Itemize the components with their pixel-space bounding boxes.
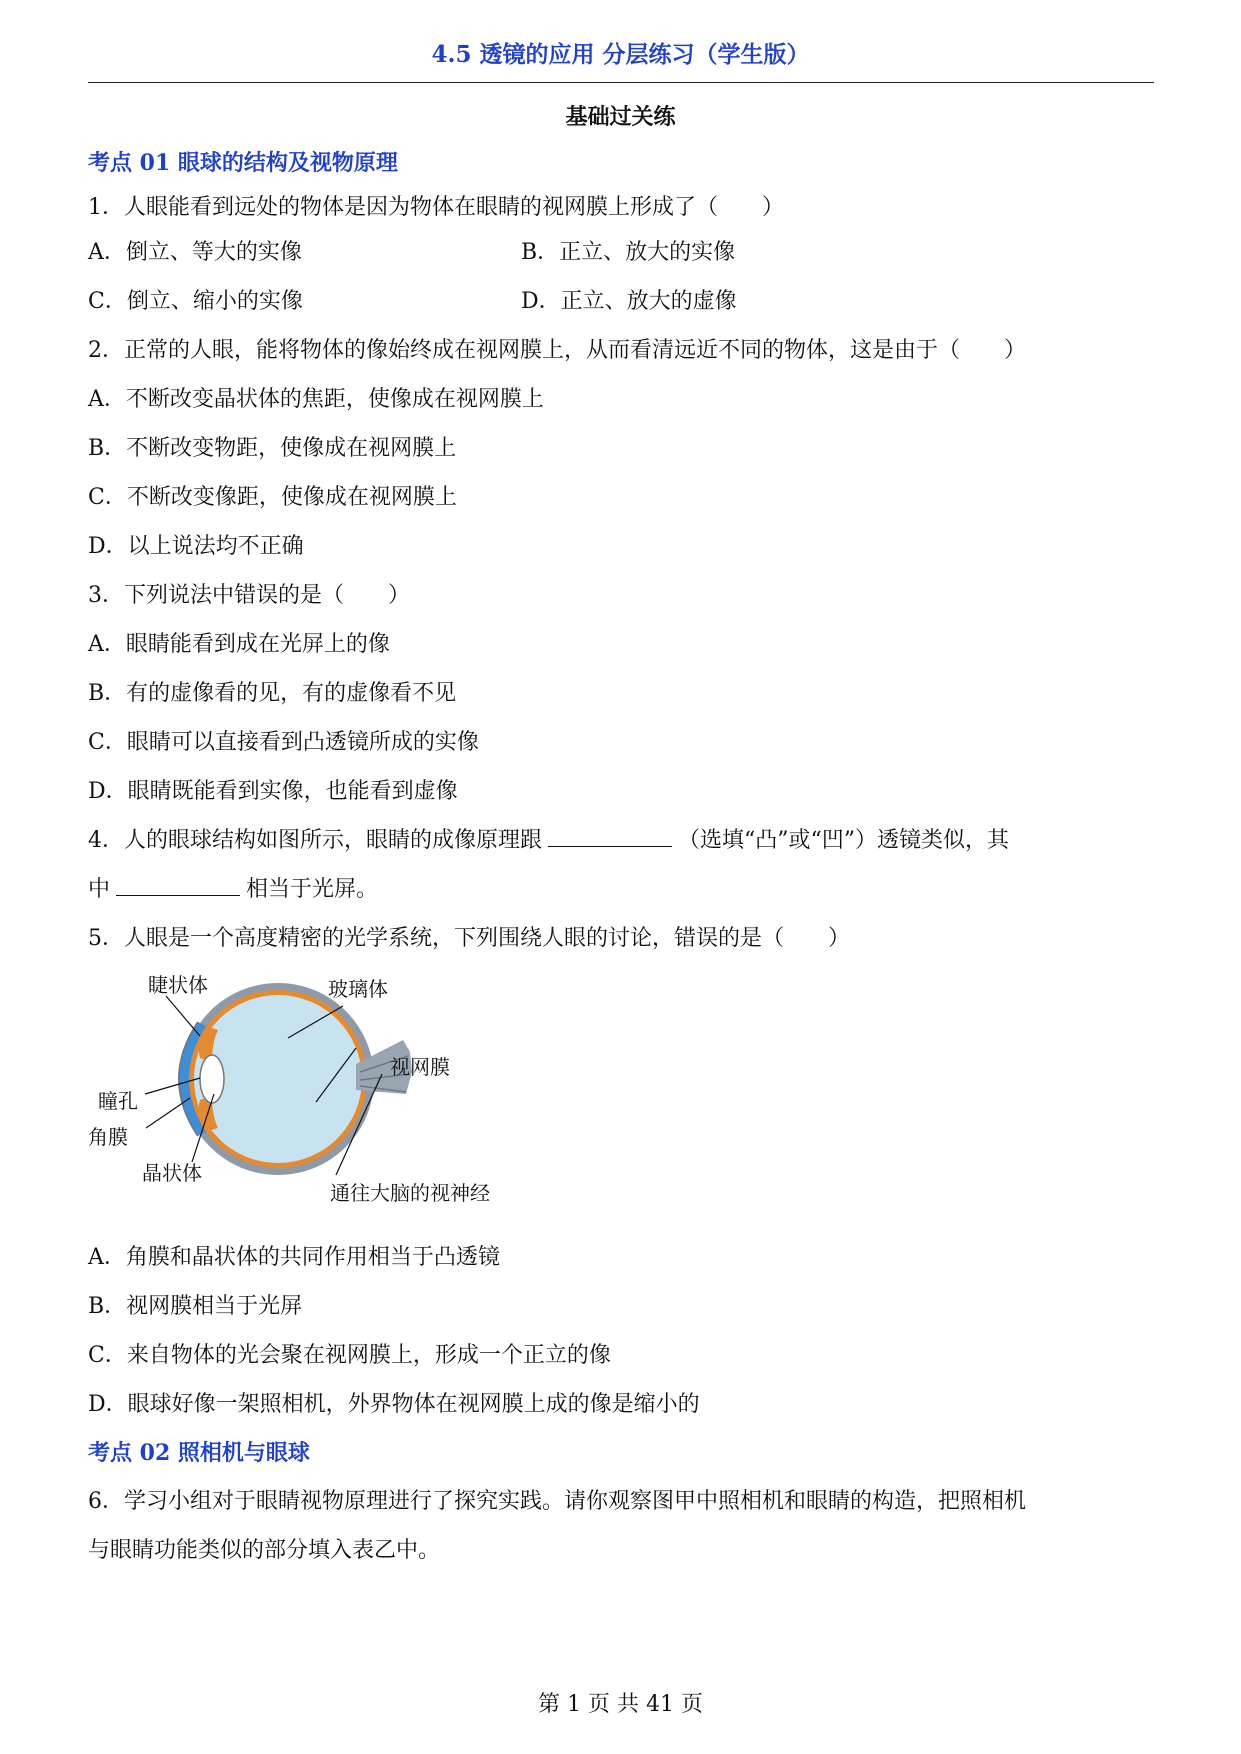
q1-stem: 1．人眼能看到远处的物体是因为物体在眼睛的视网膜上形成了（ ） [88, 195, 784, 220]
q6-line1: 6．学习小组对于眼睛视物原理进行了探究实践。请你观察图甲中照相机和眼睛的构造，把照相机 [88, 1489, 1027, 1514]
q3-option-d: D．眼睛既能看到实像，也能看到虚像 [88, 779, 458, 804]
lens-shape [200, 1055, 224, 1103]
label-cornea: 角膜 [88, 1125, 128, 1149]
q3-stem: 3．下列说法中错误的是（ ） [88, 583, 410, 608]
label-retina: 视网膜 [390, 1055, 450, 1079]
q5-option-c: C．来自物体的光会聚在视网膜上，形成一个正立的像 [88, 1343, 611, 1368]
q2-option-a: A．不断改变晶状体的焦距，使像成在视网膜上 [88, 387, 544, 412]
q2-option-d: D．以上说法均不正确 [88, 534, 304, 559]
q4-text-3: 中 [88, 877, 111, 902]
q4-blank-2[interactable] [116, 877, 240, 896]
section-subtitle: 基础过关练 [565, 104, 676, 130]
q1-option-c: C．倒立、缩小的实像 [88, 289, 303, 314]
q2-option-b: B．不断改变物距，使像成在视网膜上 [88, 436, 457, 461]
label-optic-nerve: 通往大脑的视神经 [330, 1181, 490, 1205]
q1-option-a: A．倒立、等大的实像 [88, 240, 302, 265]
q6-line2: 与眼睛功能类似的部分填入表乙中。 [88, 1538, 441, 1563]
section-heading-02: 考点 02 照相机与眼球 [88, 1440, 310, 1466]
q3-option-b: B．有的虚像看的见，有的虚像看不见 [88, 681, 457, 706]
q3-option-c: C．眼睛可以直接看到凸透镜所成的实像 [88, 730, 479, 755]
q5-option-d: D．眼球好像一架照相机，外界物体在视网膜上成的像是缩小的 [88, 1392, 700, 1417]
header-divider [88, 82, 1154, 83]
page-title: 4.5 透镜的应用 分层练习（学生版） [431, 41, 810, 68]
q4-line1 [88, 823, 1009, 854]
q4-blank-1[interactable] [548, 828, 672, 847]
label-lens: 晶状体 [142, 1161, 202, 1185]
q1-option-b: B．正立、放大的实像 [521, 240, 736, 265]
q2-option-c: C．不断改变像距，使像成在视网膜上 [88, 485, 457, 510]
q5-stem: 5．人眼是一个高度精密的光学系统，下列围绕人眼的讨论，错误的是（ ） [88, 926, 850, 951]
label-pupil: 瞳孔 [98, 1089, 138, 1113]
page-number: 第 1 页 共 41 页 [538, 1692, 703, 1717]
q1-option-d: D．正立、放大的虚像 [521, 289, 737, 314]
q4-text-2: （选填“凸”或“凹”）透镜类似，其 [678, 828, 1009, 853]
section-heading-01: 考点 01 眼球的结构及视物原理 [88, 150, 398, 176]
q5-option-b: B．视网膜相当于光屏 [88, 1294, 303, 1319]
q5-option-a: A．角膜和晶状体的共同作用相当于凸透镜 [88, 1245, 500, 1270]
q3-option-a: A．眼睛能看到成在光屏上的像 [88, 632, 390, 657]
q2-stem: 2．正常的人眼，能将物体的像始终成在视网膜上，从而看清远近不同的物体，这是由于（ ） [88, 338, 1027, 363]
eye-diagram [88, 972, 528, 1217]
label-vitreous: 玻璃体 [328, 977, 388, 1001]
q4-text-1: 4．人的眼球结构如图所示，眼睛的成像原理跟 [88, 828, 542, 853]
label-ciliary: 睫状体 [148, 973, 208, 997]
q4-text-4: 相当于光屏。 [246, 877, 379, 902]
q4-line2 [88, 872, 378, 903]
